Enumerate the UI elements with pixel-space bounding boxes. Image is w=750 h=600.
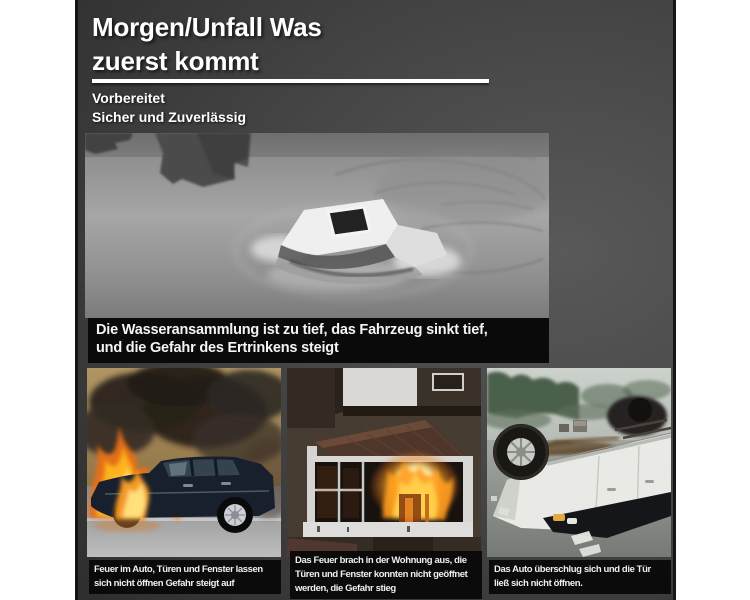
title-line: Morgen/Unfall Was	[92, 12, 322, 42]
caption-line: werden, die Gefahr stieg	[295, 583, 396, 594]
caption-line: sich nicht öffnen Gefahr steigt auf	[94, 578, 235, 589]
apartment-balcony-fire-photo	[287, 368, 481, 557]
thumbnail-caption-3	[489, 560, 671, 594]
burning-car-illustration	[87, 368, 281, 557]
thumbnail-caption-2	[290, 551, 482, 599]
car-sinking-in-floodwater-photo	[85, 133, 549, 318]
caption-line: Das Feuer brach in der Wohnung aus, die	[295, 555, 467, 566]
caption-line: Türen und Fenster konnten nicht geöffnet	[295, 569, 468, 580]
caption-line: Das Auto überschlug sich und die Tür	[494, 564, 651, 575]
caption-line: Die Wasseransammlung ist zu tief, das Fahrzeug sinkt tief,	[96, 322, 488, 338]
page-title	[92, 10, 322, 78]
caption-line: Feuer im Auto, Türen und Fenster lassen	[94, 564, 263, 575]
burning-car-photo	[87, 368, 281, 557]
overturned-car-illustration	[487, 368, 671, 557]
flood-illustration	[85, 133, 549, 318]
balcony-fire-illustration	[287, 368, 481, 557]
subtitle-line: Sicher und Zuverlässig	[92, 109, 247, 125]
content-panel	[75, 0, 676, 600]
overturned-car-photo	[487, 368, 671, 557]
subtitle-line: Vorbereitet	[92, 90, 165, 106]
caption-line: und die Gefahr des Ertrinkens steigt	[96, 339, 339, 356]
page-subtitle	[92, 89, 246, 127]
thumbnail-caption-1	[89, 560, 281, 594]
title-line: zuerst kommt	[92, 46, 259, 76]
caption-line: ließ sich nicht öffnen.	[494, 578, 583, 589]
main-caption	[88, 318, 549, 363]
title-underline-rule	[92, 79, 489, 83]
